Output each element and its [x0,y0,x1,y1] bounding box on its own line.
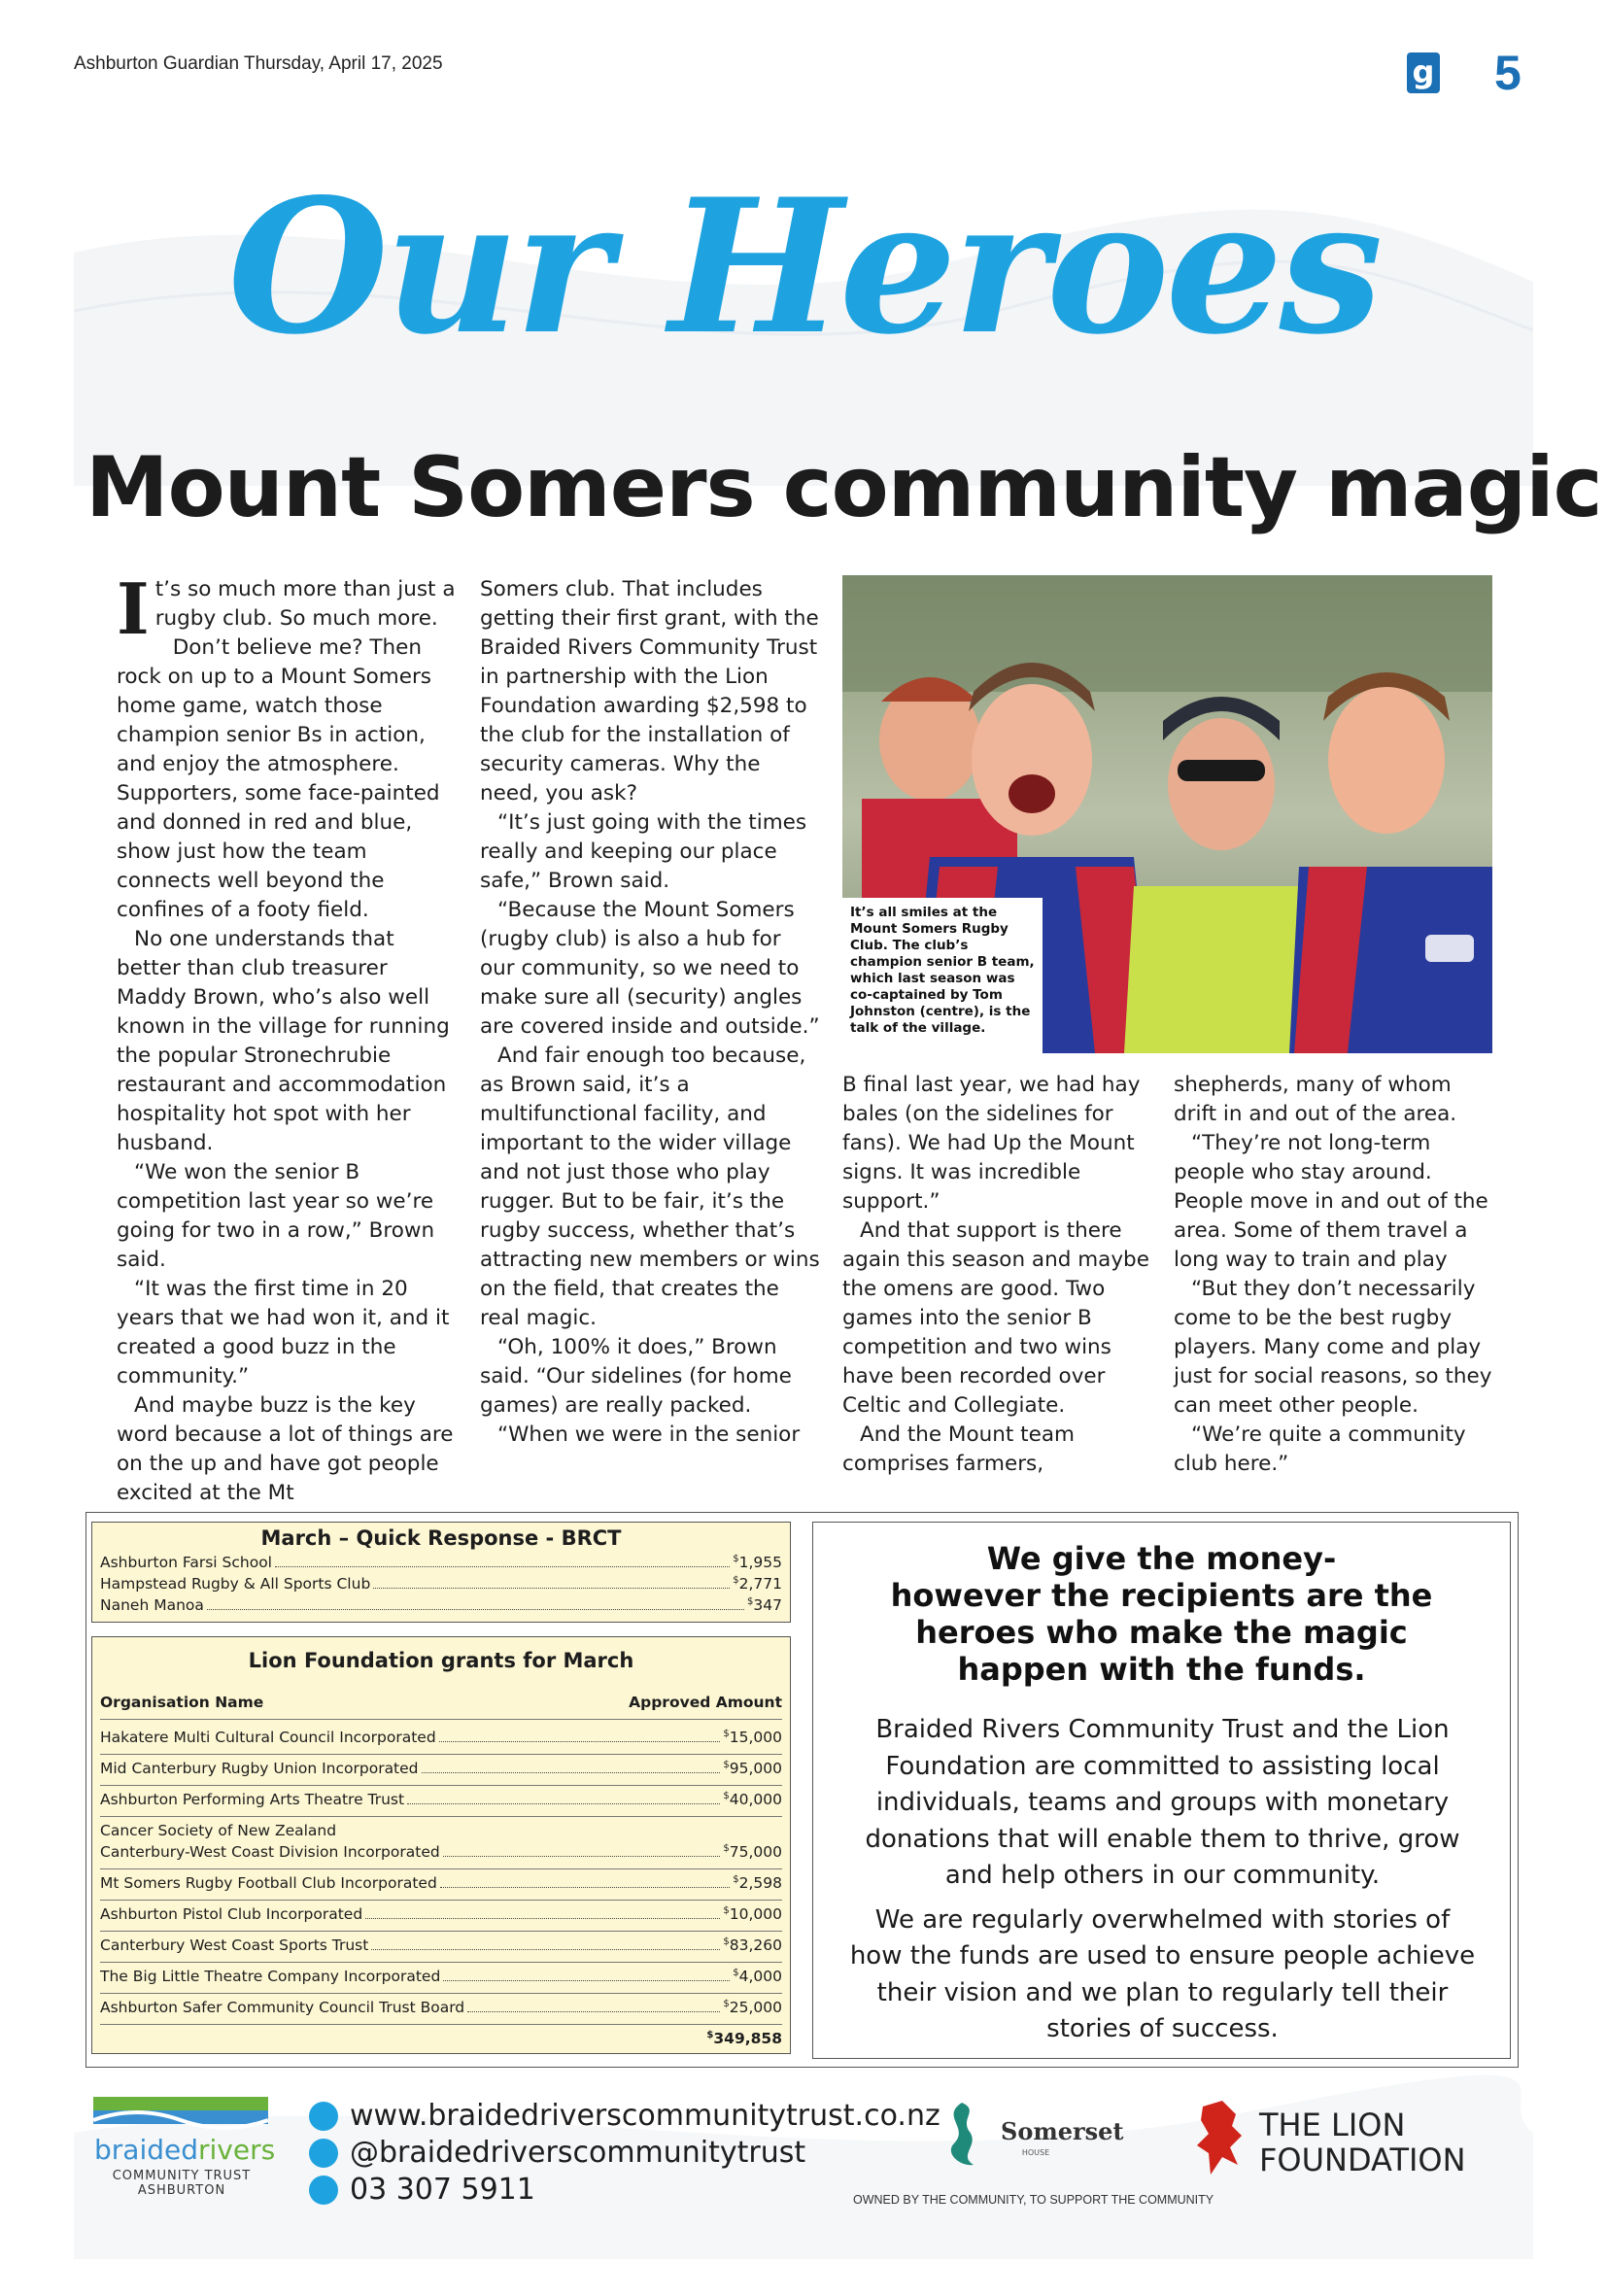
org-name: Ashburton Pistol Club Incorporated [100,1905,363,1924]
braided-rivers-wordmark: braidedrivers COMMUNITY TRUST ASHBURTON [94,2134,276,2198]
dateline: Ashburton Guardian Thursday, April 17, 2025 [74,53,443,74]
article-column-2 [480,575,822,1450]
table-row [100,1874,782,1892]
paragraph: shepherds, many of whom drift in and out of the area. [1174,1073,1457,1126]
hero-title: Our Heroes [227,158,1380,375]
phone-text: 03 307 5911 [350,2173,535,2207]
table-row [100,1760,782,1777]
drop-cap: I [117,567,150,650]
org-name: Hampstead Rugby & All Sports Club [100,1575,371,1593]
table-row [100,1999,782,2016]
table-row-line1 [100,1822,782,1839]
paragraph: “Because the Mount Somers (rugby club) is also a hub for our community, so we need to make sure all (security) angles are covered inside and outside.” [480,898,820,1039]
table-row [100,1554,782,1571]
svg-text:FOUNDATION: FOUNDATION [1259,2142,1466,2178]
paragraph: Somers club. That includes getting their first grant, with the Braided Rivers Community Trust in partnership with the Lion Foundation awarding $2,598 to the club for the installation of security cameras. Why the need, you ask? [480,577,819,805]
svg-text:HOUSE: HOUSE [1021,2148,1050,2157]
org-name: Naneh Manoa [100,1596,204,1615]
amount: $83,260 [723,1936,782,1955]
paragraph: And the Mount team comprises farmers, [842,1422,1075,1476]
table-row [100,1843,782,1861]
org-name: Cancer Society of New Zealand [100,1822,337,1839]
paragraph: Don’t believe me? Then rock on up to a Mount Somers home game, watch those champion senior Bs in action, and enjoy the atmosphere. Supporters, some face-painted and donned in red and blue, show just how the team connects well beyond the confines of a footy field. [117,635,440,922]
lion-grants-panel [91,1636,791,2054]
org-name: The Big Little Theatre Company Incorporated [100,1968,441,1986]
table-row [100,1936,782,1954]
org-name: Ashburton Safer Community Council Trust Board [100,1999,465,2017]
paragraph: t’s so much more than just a rugby club. So much more. [154,577,456,631]
org-name: Ashburton Performing Arts Theatre Trust [100,1791,405,1809]
amount: $95,000 [723,1760,782,1778]
paragraph: “But they don’t necessarily come to be the best rugby players. Many come and play just for social reasons, so they can meet other people. [1174,1277,1492,1418]
somerset-house-logo-icon [940,2097,1125,2175]
org-name: Canterbury West Coast Sports Trust [100,1936,369,1955]
paragraph: And that support is there again this season and maybe the omens are good. Two games into the senior B competition and two wins have been recorded over Celtic and Collegiate. [842,1218,1149,1418]
message-headline: We give the money- however the recipients are the heroes who make the magic happen with the funds. [890,1540,1433,1688]
paragraph: “We’re quite a community club here.” [1174,1422,1466,1476]
org-name: Mt Somers Rugby Football Club Incorporated [100,1874,437,1893]
phone-icon [309,2176,338,2205]
photo-caption: It’s all smiles at the Mount Somers Rugby Club. The club’s champion senior B team, which last season was co-captained by Tom Johnston (centre), is the talk of the village. [842,898,1043,1053]
paragraph: “When we were in the senior [497,1422,801,1447]
table-row [100,1905,782,1923]
amount: $15,000 [723,1729,782,1747]
quick-response-title: March – Quick Response - BRCT [260,1526,622,1550]
page-number: 5 [1494,46,1522,100]
paragraph: And fair enough too because, as Brown said, it’s a multifunctional facility, and important to the wider village and not just those who play rugger. But to be fair, it’s the rugby success, whether that’s attracting new members or wins on the field, that creates the real magic. [480,1044,820,1330]
article-column-3 [842,1071,1163,1479]
table-row [100,1596,782,1614]
article-column-1 [117,567,459,1508]
paragraph: “They’re not long-term people who stay around. People move in and out of the area. Some of them travel a long way to train and play [1174,1131,1488,1272]
message-body [846,1712,1479,2048]
lion-foundation-logo-icon [1193,2097,1514,2184]
org-name: Mid Canterbury Rugby Union Incorporated [100,1760,419,1778]
org-name: Hakatere Multi Cultural Council Incorporated [100,1729,436,1747]
svg-text:THE LION: THE LION [1259,2107,1406,2143]
org-name: Ashburton Farsi School [100,1554,272,1572]
grants-total: $349,858 [706,2030,782,2048]
amount: $2,771 [733,1575,782,1593]
article-headline: Mount Somers community magic [85,439,1602,536]
table-row [100,1968,782,1985]
paragraph: B final last year, we had hay bales (on the sidelines for fans). We had Up the Mount signs. It was incredible support.” [842,1073,1141,1214]
brand-letter: g [1412,53,1435,90]
facebook-text: @braidedriverscommunitytrust [350,2136,806,2170]
facebook-icon [309,2139,338,2168]
message-box [812,1522,1511,2059]
website-link[interactable] [309,2099,940,2133]
amount: $2,598 [733,1874,782,1893]
paragraph: And maybe buzz is the key word because a lot of things are on the up and have got people excited at the Mt [117,1393,454,1505]
amount: $1,955 [733,1554,782,1572]
facebook-link[interactable] [309,2136,805,2170]
paragraph: “It was the first time in 20 years that we had won it, and it created a good buzz in the community.” [117,1277,450,1388]
table-row [100,1729,782,1746]
table-row [100,1575,782,1593]
org-name: Canterbury-West Coast Division Incorporated [100,1843,440,1862]
paragraph: “It’s just going with the times really and keeping our place safe,” Brown said. [480,810,807,893]
article-column-4 [1174,1071,1494,1479]
website-text: www.braidedriverscommunitytrust.co.nz [350,2099,940,2133]
svg-text:Somerset: Somerset [1001,2117,1124,2145]
amount: $25,000 [723,1999,782,2017]
amount: $75,000 [723,1843,782,1862]
phone-link[interactable] [309,2173,535,2207]
column-header-org: Organisation Name [100,1694,264,1711]
amount: $4,000 [733,1968,782,1986]
paragraph: No one understands that better than club treasurer Maddy Brown, who’s also well known in the village for running the popular Stronechrubie restaurant and accommodation hospitality hot spot with her husband. [117,927,450,1155]
paragraph: “We won the senior B competition last year so we’re going for two in a row,” Brown said. [117,1160,435,1272]
table-row [100,1791,782,1808]
amount: $40,000 [723,1791,782,1809]
amount: $10,000 [723,1905,782,1924]
owned-by-community-tagline: OWNED BY THE COMMUNITY, TO SUPPORT THE COMMUNITY [853,2193,1214,2207]
paragraph: “Oh, 100% it does,” Brown said. “Our sidelines (for home games) are really packed. [480,1335,792,1418]
column-header-amount: Approved Amount [629,1694,782,1711]
quick-response-panel [91,1522,791,1623]
message-paragraph: We are regularly overwhelmed with stories of how the funds are used to ensure people achieve their vision and we plan to regularly tell their stories of success. [849,1904,1476,2043]
amount: $347 [747,1596,782,1615]
globe-icon [309,2102,338,2131]
guardian-logo-icon [1407,52,1440,93]
message-paragraph: Braided Rivers Community Trust and the Lion Foundation are committed to assisting local individuals, teams and groups with monetary donations that will enable them to thrive, grow and help others in our community. [865,1715,1460,1890]
lion-grants-title: Lion Foundation grants for March [248,1649,634,1672]
